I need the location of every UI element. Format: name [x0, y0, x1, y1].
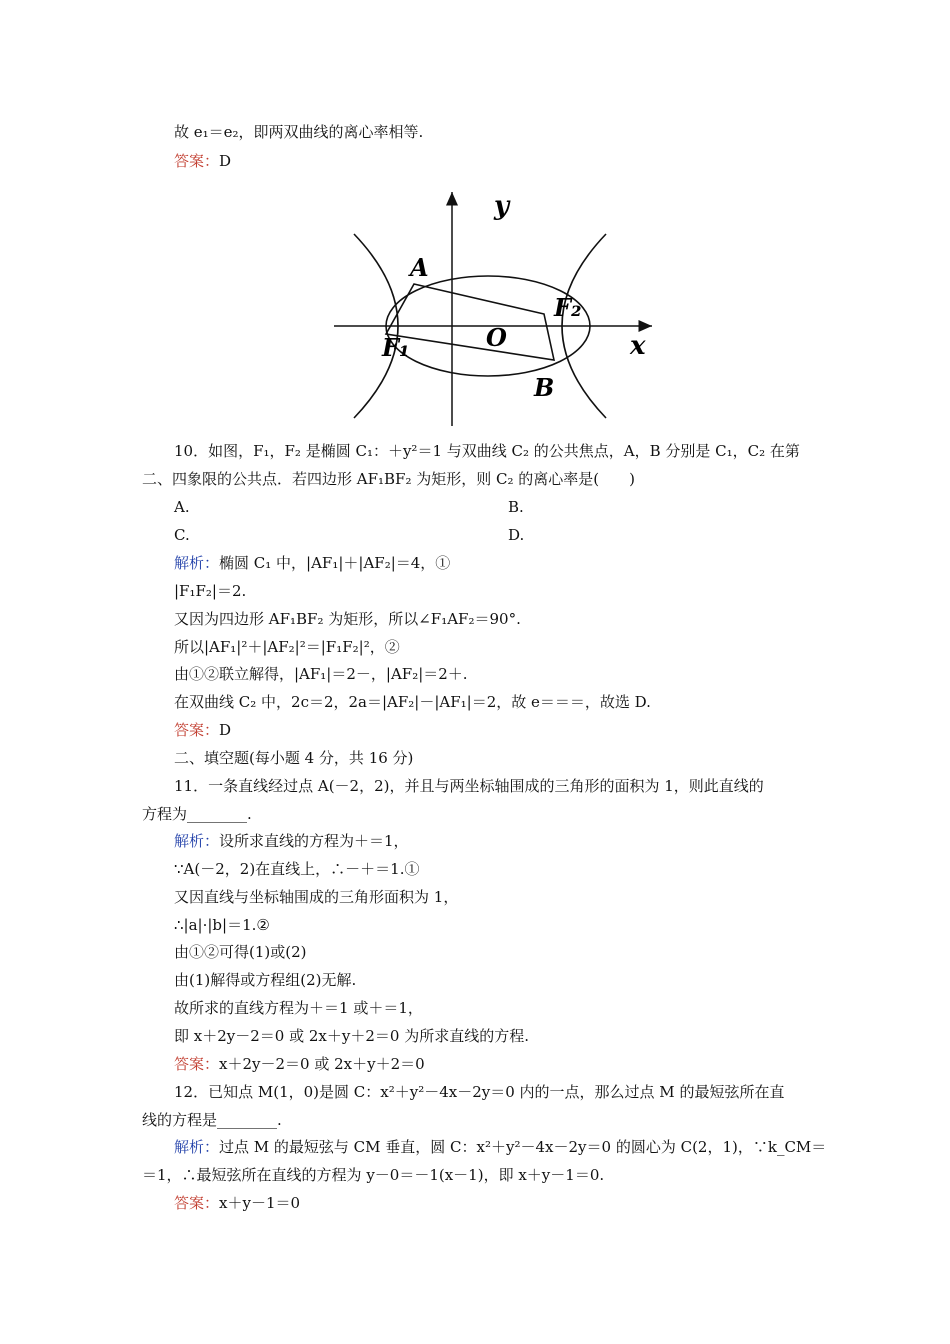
q10-answer — [174, 720, 231, 740]
answer-label: 答案： — [174, 1194, 220, 1212]
label-f2: F₂ — [554, 293, 582, 322]
label-b: B — [534, 373, 555, 402]
label-o: O — [486, 323, 507, 352]
answer-label: 答案： — [174, 152, 220, 170]
q12-stem-line2: 线的方程是________. — [142, 1111, 282, 1129]
q11-answer — [174, 1054, 425, 1074]
label-a: A — [410, 253, 429, 282]
ellipse-hyperbola-figure — [330, 188, 660, 428]
q12-analysis-2: ＝1，∴最短弦所在直线的方程为 y－0＝－1(x－1)，即 x＋y－1＝0. — [142, 1166, 605, 1184]
answer-value: x＋y－1＝0 — [219, 1194, 301, 1212]
q11-analysis-1 — [174, 831, 409, 851]
q11-analysis-2: ∵A(－2，2)在直线上，∴－＋＝1.① — [174, 860, 420, 878]
q11-analysis-5: 由①②可得(1)或(2) — [174, 943, 307, 961]
q12-stem-line1: 12．已知点 M(1，0)是圆 C：x²＋y²－4x－2y＝0 内的一点，那么过点 M 的最短弦所在直 — [174, 1083, 785, 1101]
q11-analysis-7: 故所求的直线方程为＋＝1 或＋＝1， — [174, 999, 423, 1017]
label-x: x — [630, 331, 646, 361]
q10-option-c: C. — [174, 526, 190, 544]
q12-analysis-1 — [174, 1137, 826, 1157]
conclusion-text: 故 e₁＝e₂，即两双曲线的离心率相等. — [174, 123, 424, 141]
q11-stem-line1: 11．一条直线经过点 A(－2，2)，并且与两坐标轴围成的三角形的面积为 1，则此直线的 — [174, 777, 764, 795]
label-f1: F₁ — [382, 333, 410, 362]
q11-stem-line2: 方程为________. — [142, 805, 252, 823]
analysis-label: 解析： — [174, 832, 220, 850]
q11-analysis-6: 由(1)解得或方程组(2)无解. — [174, 971, 357, 989]
q10-analysis-3: 又因为四边形 AF₁BF₂ 为矩形，所以∠F₁AF₂＝90°. — [174, 610, 521, 628]
answer-value: D — [219, 152, 232, 170]
q10-stem-line2: 二、四象限的公共点．若四边形 AF₁BF₂ 为矩形，则 C₂ 的离心率是( ) — [142, 470, 635, 488]
q10-option-d: D. — [508, 526, 525, 544]
rectangle-af1bf2 — [386, 284, 554, 360]
answer-label: 答案： — [174, 721, 220, 739]
answer-value: D — [219, 721, 232, 739]
analysis-label: 解析： — [174, 1138, 220, 1156]
analysis-text: 椭圆 C₁ 中，|AF₁|＋|AF₂|＝4，① — [219, 554, 451, 572]
q11-analysis-4: ∴|a|·|b|＝1.② — [174, 916, 270, 934]
q11-analysis-8: 即 x＋2y－2＝0 或 2x＋y＋2＝0 为所求直线的方程. — [174, 1027, 529, 1045]
q12-answer — [174, 1193, 300, 1213]
q10-analysis-2: |F₁F₂|＝2. — [174, 582, 247, 600]
q10-analysis-4: 所以|AF₁|²＋|AF₂|²＝|F₁F₂|²，② — [174, 638, 400, 656]
q10-option-b: B. — [508, 498, 524, 516]
analysis-text: 过点 M 的最短弦与 CM 垂直，圆 C：x²＋y²－4x－2y＝0 的圆心为 C(2，1)，∵k_CM＝ — [219, 1138, 827, 1156]
q10-option-a: A. — [174, 498, 190, 516]
section-title: 二、填空题(每小题 4 分，共 16 分) — [174, 749, 414, 767]
answer-value: x＋2y－2＝0 或 2x＋y＋2＝0 — [219, 1055, 425, 1073]
q10-analysis-1 — [174, 553, 450, 573]
answer-label: 答案： — [174, 1055, 220, 1073]
q10-analysis-6: 在双曲线 C₂ 中，2c＝2，2a＝|AF₂|－|AF₁|＝2，故 e＝＝＝，故选 D. — [174, 693, 651, 711]
analysis-text: 设所求直线的方程为＋＝1， — [219, 832, 409, 850]
answer-line — [174, 151, 231, 171]
label-y: y — [494, 191, 510, 221]
q11-analysis-3: 又因直线与坐标轴围成的三角形面积为 1， — [174, 888, 459, 906]
analysis-label: 解析： — [174, 554, 220, 572]
q10-analysis-5: 由①②联立解得，|AF₁|＝2－，|AF₂|＝2＋. — [174, 665, 468, 683]
q10-stem-line1: 10．如图，F₁，F₂ 是椭圆 C₁：＋y²＝1 与双曲线 C₂ 的公共焦点，A，B 分别是 C₁，C₂ 在第 — [174, 442, 800, 460]
